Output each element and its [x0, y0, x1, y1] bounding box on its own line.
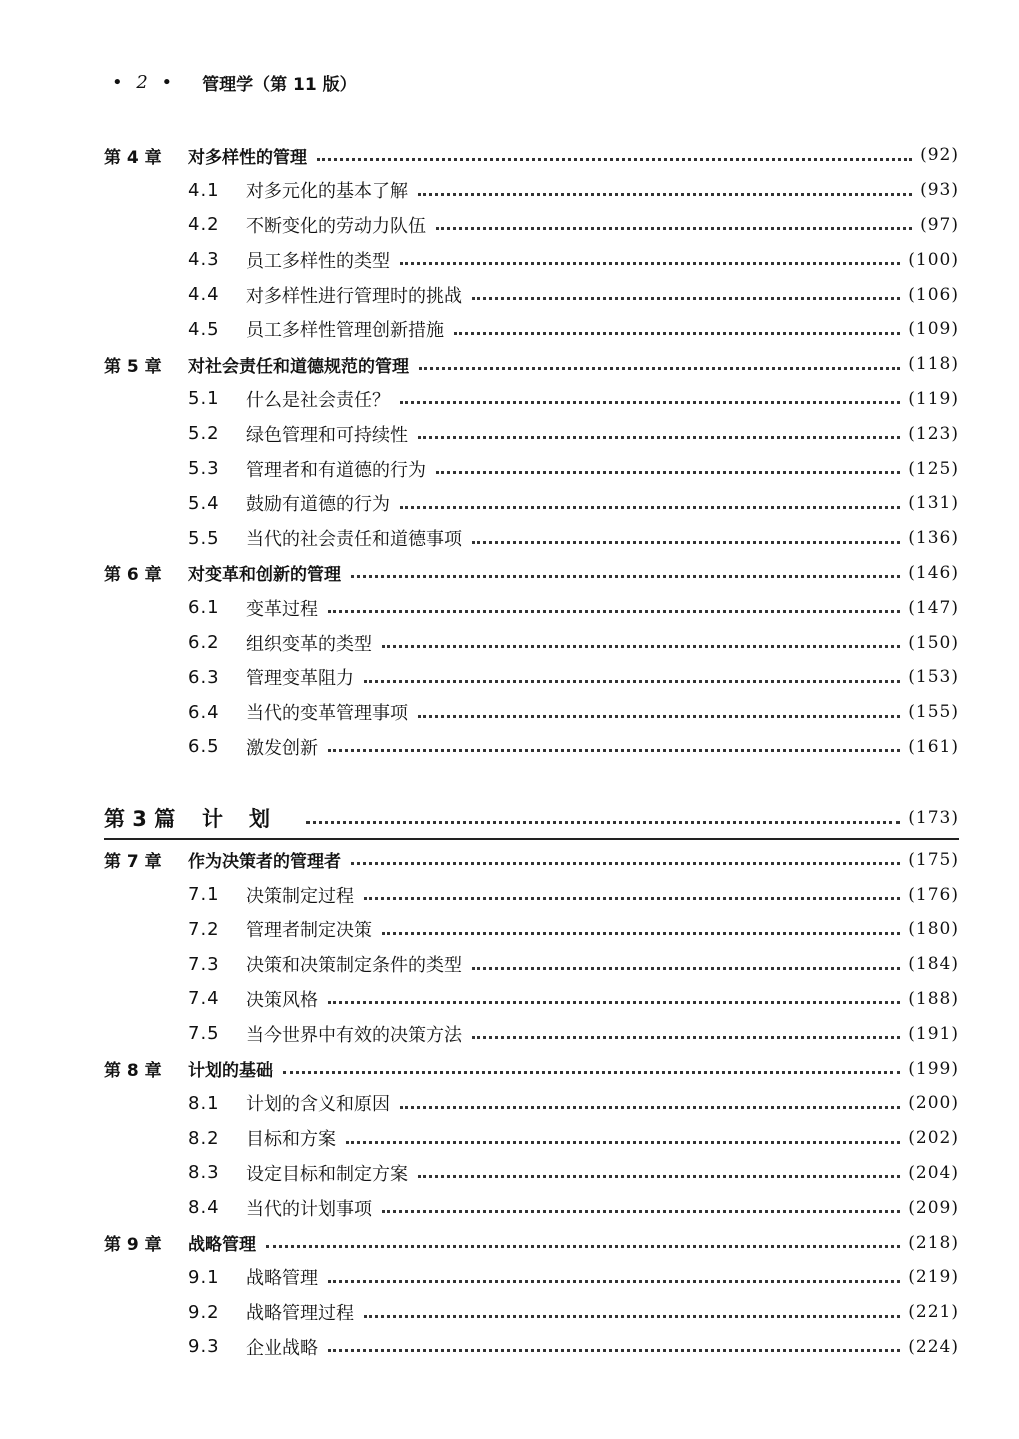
toc-page-number: (176) — [908, 884, 959, 905]
toc-chapter-entry — [104, 347, 959, 382]
dot-leader — [328, 749, 900, 752]
dot-leader — [472, 541, 900, 544]
toc-section-number: 4.1 — [188, 179, 220, 201]
toc-page-number: (155) — [908, 702, 959, 723]
toc-page-number: (219) — [908, 1267, 959, 1288]
dot-leader — [306, 821, 900, 824]
dot-leader — [328, 1280, 900, 1283]
toc-section-entry — [104, 877, 959, 912]
toc-entry-title: 决策风格 — [246, 989, 318, 1011]
toc-entry-title: 战略管理过程 — [246, 1303, 354, 1325]
page-header — [112, 68, 357, 96]
dot-leader — [351, 862, 900, 865]
toc-section-number: 7.3 — [188, 953, 220, 975]
toc-section-number: 7.4 — [188, 988, 220, 1010]
toc-section-entry — [104, 1190, 959, 1225]
toc-section-entry — [104, 312, 959, 347]
toc-section-number: 5.3 — [188, 458, 220, 480]
running-book-title: 管理学（第 11 版） — [202, 74, 357, 95]
dot-leader — [317, 158, 912, 161]
toc-entry-title: 当代的变革管理事项 — [246, 703, 408, 725]
toc-entry-title: 变革过程 — [246, 598, 318, 620]
toc-section-entry — [104, 173, 959, 208]
toc-section-number: 5.4 — [188, 492, 220, 514]
toc-section-number: 5.1 — [188, 388, 220, 410]
table-of-contents — [104, 138, 959, 1364]
toc-section-number: 9.3 — [188, 1336, 220, 1358]
toc-page-number: (147) — [908, 597, 959, 618]
toc-section-number: 7.1 — [188, 884, 220, 906]
toc-section-entry — [104, 730, 959, 765]
toc-page-number: (92) — [920, 145, 959, 166]
toc-section-entry — [104, 1260, 959, 1295]
toc-section-number: 6.2 — [188, 632, 220, 654]
toc-section-number: 9.1 — [188, 1266, 220, 1288]
toc-entry-title: 对多样性的管理 — [188, 147, 307, 168]
dot-leader — [454, 332, 900, 335]
toc-entry-title: 组织变革的类型 — [246, 633, 372, 655]
toc-entry-title: 激发创新 — [246, 737, 318, 759]
toc-chapter-entry — [104, 138, 959, 173]
dot-leader — [400, 506, 900, 509]
toc-section-entry — [104, 912, 959, 947]
toc-entry-title: 计划的基础 — [188, 1061, 273, 1082]
toc-section-entry — [104, 1330, 959, 1365]
dot-leader — [328, 610, 900, 613]
toc-entry-title: 鼓励有道德的行为 — [246, 494, 390, 516]
toc-section-number: 8.1 — [188, 1092, 220, 1114]
toc-section-entry — [104, 982, 959, 1017]
toc-section-entry — [104, 382, 959, 417]
toc-page-number: (109) — [908, 319, 959, 340]
toc-page-number: (161) — [908, 736, 959, 757]
dot-leader — [283, 1071, 900, 1074]
toc-entry-title: 不断变化的劳动力队伍 — [246, 215, 426, 237]
dot-leader — [418, 436, 900, 439]
toc-section-entry — [104, 695, 959, 730]
toc-entry-title: 管理者制定决策 — [246, 920, 372, 942]
toc-section-number: 4.2 — [188, 214, 220, 236]
toc-section-number: 9.2 — [188, 1301, 220, 1323]
dot-leader — [328, 1001, 900, 1004]
toc-page-number: (204) — [908, 1162, 959, 1183]
toc-entry-title: 决策制定过程 — [246, 885, 354, 907]
toc-page-number: (202) — [908, 1128, 959, 1149]
toc-page-number: (136) — [908, 528, 959, 549]
toc-entry-title: 对变革和创新的管理 — [188, 565, 341, 586]
toc-chapter-entry — [104, 556, 959, 591]
toc-section-number: 8.3 — [188, 1162, 220, 1184]
dot-leader — [266, 1245, 900, 1248]
toc-page-number: (93) — [920, 180, 959, 201]
toc-page-number: (191) — [908, 1023, 959, 1044]
toc-entry-title: 员工多样性的类型 — [246, 250, 390, 272]
toc-page-number: (153) — [908, 667, 959, 688]
dot-leader — [472, 967, 900, 970]
dot-leader — [400, 401, 900, 404]
dot-leader — [382, 645, 900, 648]
toc-page-number: (131) — [908, 493, 959, 514]
toc-page-number: (123) — [908, 423, 959, 444]
toc-section-entry — [104, 521, 959, 556]
toc-page-number: (221) — [908, 1302, 959, 1323]
dot-leader — [382, 1210, 900, 1213]
toc-entry-title: 战略管理 — [246, 1268, 318, 1290]
toc-entry-title: 企业战略 — [246, 1337, 318, 1359]
toc-section-number: 4.3 — [188, 249, 220, 271]
dot-leader — [418, 1175, 900, 1178]
toc-entry-title: 什么是社会责任？ — [246, 389, 390, 411]
toc-entry-title: 计划 — [202, 807, 296, 832]
toc-section-number: 4.5 — [188, 318, 220, 340]
toc-section-entry — [104, 242, 959, 277]
toc-section-number: 8.2 — [188, 1127, 220, 1149]
toc-section-number: 6.4 — [188, 701, 220, 723]
toc-chapter-entry — [104, 842, 959, 877]
dot-leader — [400, 1106, 900, 1109]
toc-section-entry — [104, 1086, 959, 1121]
toc-entry-title: 当今世界中有效的决策方法 — [246, 1024, 462, 1046]
toc-page-number: (150) — [908, 632, 959, 653]
dot-leader — [382, 932, 900, 935]
toc-part-entry — [104, 798, 959, 840]
toc-chapter-label: 第 8 章 — [104, 1061, 162, 1082]
page-number: • 2 • — [112, 71, 177, 93]
toc-entry-title: 对社会责任和道德规范的管理 — [188, 356, 409, 377]
toc-section-number: 6.1 — [188, 597, 220, 619]
toc-section-number: 6.3 — [188, 666, 220, 688]
toc-entry-title: 计划的含义和原因 — [246, 1094, 390, 1116]
toc-section-entry — [104, 1121, 959, 1156]
toc-section-number: 6.5 — [188, 736, 220, 758]
toc-page-number: (118) — [908, 354, 959, 375]
toc-entry-title: 作为决策者的管理者 — [188, 852, 341, 873]
toc-chapter-entry — [104, 1051, 959, 1086]
toc-section-entry — [104, 625, 959, 660]
dot-leader — [436, 471, 900, 474]
dot-leader — [418, 715, 900, 718]
toc-entry-title: 管理变革阻力 — [246, 668, 354, 690]
toc-section-entry — [104, 416, 959, 451]
toc-page-number: (97) — [920, 214, 959, 235]
toc-page-number: (188) — [908, 988, 959, 1009]
toc-section-number: 7.5 — [188, 1023, 220, 1045]
toc-entry-title: 当代的社会责任和道德事项 — [246, 529, 462, 551]
toc-page-number: (146) — [908, 562, 959, 583]
toc-entry-title: 设定目标和制定方案 — [246, 1163, 408, 1185]
toc-section-entry — [104, 208, 959, 243]
dot-leader — [328, 1349, 900, 1352]
toc-page-number: (224) — [908, 1336, 959, 1357]
toc-section-entry — [104, 451, 959, 486]
dot-leader — [418, 193, 912, 196]
toc-section-number: 8.4 — [188, 1197, 220, 1219]
toc-section-entry — [104, 486, 959, 521]
toc-page-number: (180) — [908, 919, 959, 940]
toc-chapter-label: 第 4 章 — [104, 147, 162, 168]
dot-leader — [472, 297, 900, 300]
toc-entry-title: 员工多样性管理创新措施 — [246, 320, 444, 342]
dot-leader — [364, 897, 900, 900]
toc-chapter-label: 第 6 章 — [104, 565, 162, 586]
dot-leader — [364, 680, 900, 683]
dot-leader — [400, 262, 900, 265]
toc-page-number: (184) — [908, 954, 959, 975]
toc-section-entry — [104, 660, 959, 695]
toc-section-entry — [104, 1016, 959, 1051]
toc-chapter-label: 第 7 章 — [104, 852, 162, 873]
toc-section-number: 5.2 — [188, 423, 220, 445]
toc-chapter-entry — [104, 1225, 959, 1260]
toc-section-number: 5.5 — [188, 527, 220, 549]
dot-leader — [351, 575, 900, 578]
toc-page-number: (173) — [908, 808, 959, 829]
toc-section-entry — [104, 1156, 959, 1191]
toc-entry-title: 管理者和有道德的行为 — [246, 459, 426, 481]
dot-leader — [436, 227, 912, 230]
toc-section-entry — [104, 1295, 959, 1330]
toc-page-number: (209) — [908, 1197, 959, 1218]
toc-page-number: (100) — [908, 249, 959, 270]
toc-part-label: 第 3 篇 — [104, 807, 176, 832]
toc-chapter-label: 第 5 章 — [104, 356, 162, 377]
dot-leader — [472, 1036, 900, 1039]
toc-entry-title: 对多元化的基本了解 — [246, 181, 408, 203]
toc-page-number: (200) — [908, 1093, 959, 1114]
toc-page-number: (175) — [908, 849, 959, 870]
toc-section-number: 7.2 — [188, 918, 220, 940]
toc-section-entry — [104, 277, 959, 312]
toc-section-entry — [104, 590, 959, 625]
toc-entry-title: 目标和方案 — [246, 1129, 336, 1151]
toc-entry-title: 对多样性进行管理时的挑战 — [246, 285, 462, 307]
toc-page-number: (119) — [908, 388, 959, 409]
toc-page-number: (199) — [908, 1058, 959, 1079]
toc-entry-title: 当代的计划事项 — [246, 1198, 372, 1220]
dot-leader — [364, 1315, 900, 1318]
toc-section-entry — [104, 947, 959, 982]
dot-leader — [419, 367, 900, 370]
toc-page-number: (125) — [908, 458, 959, 479]
toc-section-number: 4.4 — [188, 284, 220, 306]
dot-leader — [346, 1141, 900, 1144]
toc-page-number: (218) — [908, 1232, 959, 1253]
toc-entry-title: 绿色管理和可持续性 — [246, 424, 408, 446]
toc-page-number: (106) — [908, 284, 959, 305]
toc-chapter-label: 第 9 章 — [104, 1235, 162, 1255]
toc-entry-title: 决策和决策制定条件的类型 — [246, 955, 462, 977]
toc-entry-title: 战略管理 — [188, 1235, 256, 1255]
